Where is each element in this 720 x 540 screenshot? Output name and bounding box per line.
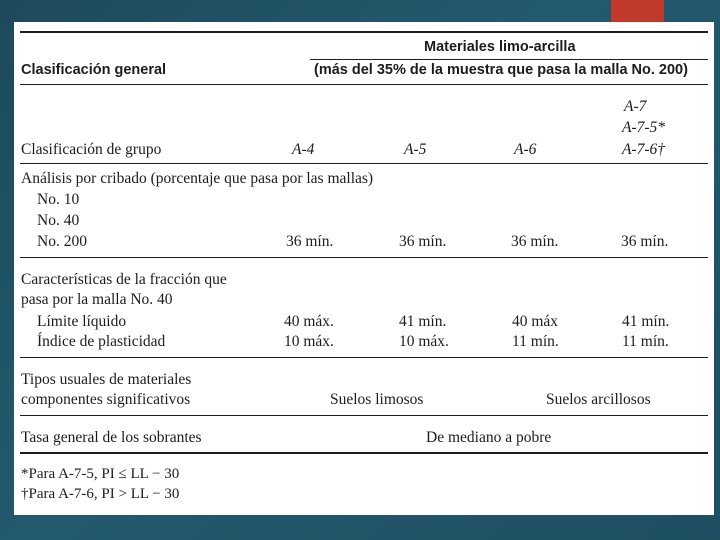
subgrade-value: De mediano a pobre [426, 429, 552, 446]
group-label: Clasificación de grupo [21, 141, 162, 158]
liquid-limit-a4: 40 máx. [284, 313, 334, 330]
top-rule [20, 31, 708, 33]
fraction-rule [20, 357, 708, 358]
condition-header: (más del 35% de la muestra que pasa la malla No. 200) [314, 62, 688, 78]
fraction-title-1: Características de la fracción que [21, 271, 227, 288]
slide [14, 22, 714, 515]
plasticity-label: Índice de plasticidad [37, 333, 166, 350]
liquid-limit-label: Límite líquido [37, 313, 127, 330]
bottom-rule [20, 452, 708, 454]
sieve-no40: No. 40 [37, 212, 80, 229]
plasticity-a7: 11 mín. [622, 333, 669, 350]
materials-rule [20, 415, 708, 416]
materials-silty: Suelos limosos [330, 391, 424, 408]
sieve-no10: No. 10 [37, 191, 80, 208]
accent-bar [611, 0, 664, 22]
no200-a6: 36 mín. [511, 233, 559, 250]
group-header: Materiales limo-arcilla [424, 39, 576, 55]
materials-clayey: Suelos arcillosos [546, 391, 651, 408]
liquid-limit-a5: 41 mín. [399, 313, 447, 330]
classification-header: Clasificación general [21, 62, 167, 78]
sieve-title: Análisis por cribado (porcentaje que pasa por las mallas) [21, 170, 374, 187]
no200-a4: 36 mín. [286, 233, 334, 250]
plasticity-a4: 10 máx. [284, 333, 334, 350]
subgrade-label: Tasa general de los sobrantes [21, 429, 202, 446]
materials-label-2: componentes significativos [21, 391, 191, 408]
sieve-rule [20, 257, 708, 258]
sieve-no200: No. 200 [37, 233, 87, 250]
header-rule [20, 84, 708, 85]
footnote-a7-6: †Para A-7-6, PI > LL − 30 [21, 486, 180, 502]
group-a5: A-5 [404, 141, 427, 158]
no200-a7: 36 mín. [621, 233, 669, 250]
plasticity-a5: 10 máx. [399, 333, 449, 350]
fraction-title-2: pasa por la malla No. 40 [21, 291, 173, 308]
group-header-rule [310, 59, 708, 60]
materials-label-1: Tipos usuales de materiales [21, 371, 192, 388]
liquid-limit-a6: 40 máx [512, 313, 559, 330]
footnote-a7-5: *Para A-7-5, PI ≤ LL − 30 [21, 466, 180, 482]
group-rule [20, 163, 708, 164]
group-a6: A-6 [514, 141, 537, 158]
plasticity-a6: 11 mín. [512, 333, 559, 350]
group-a7-5: A-7-5* [622, 119, 666, 136]
no200-a5: 36 mín. [399, 233, 447, 250]
group-a7-6: A-7-6† [622, 141, 666, 158]
group-a7: A-7 [624, 98, 647, 115]
liquid-limit-a7: 41 mín. [622, 313, 670, 330]
group-a4: A-4 [292, 141, 315, 158]
